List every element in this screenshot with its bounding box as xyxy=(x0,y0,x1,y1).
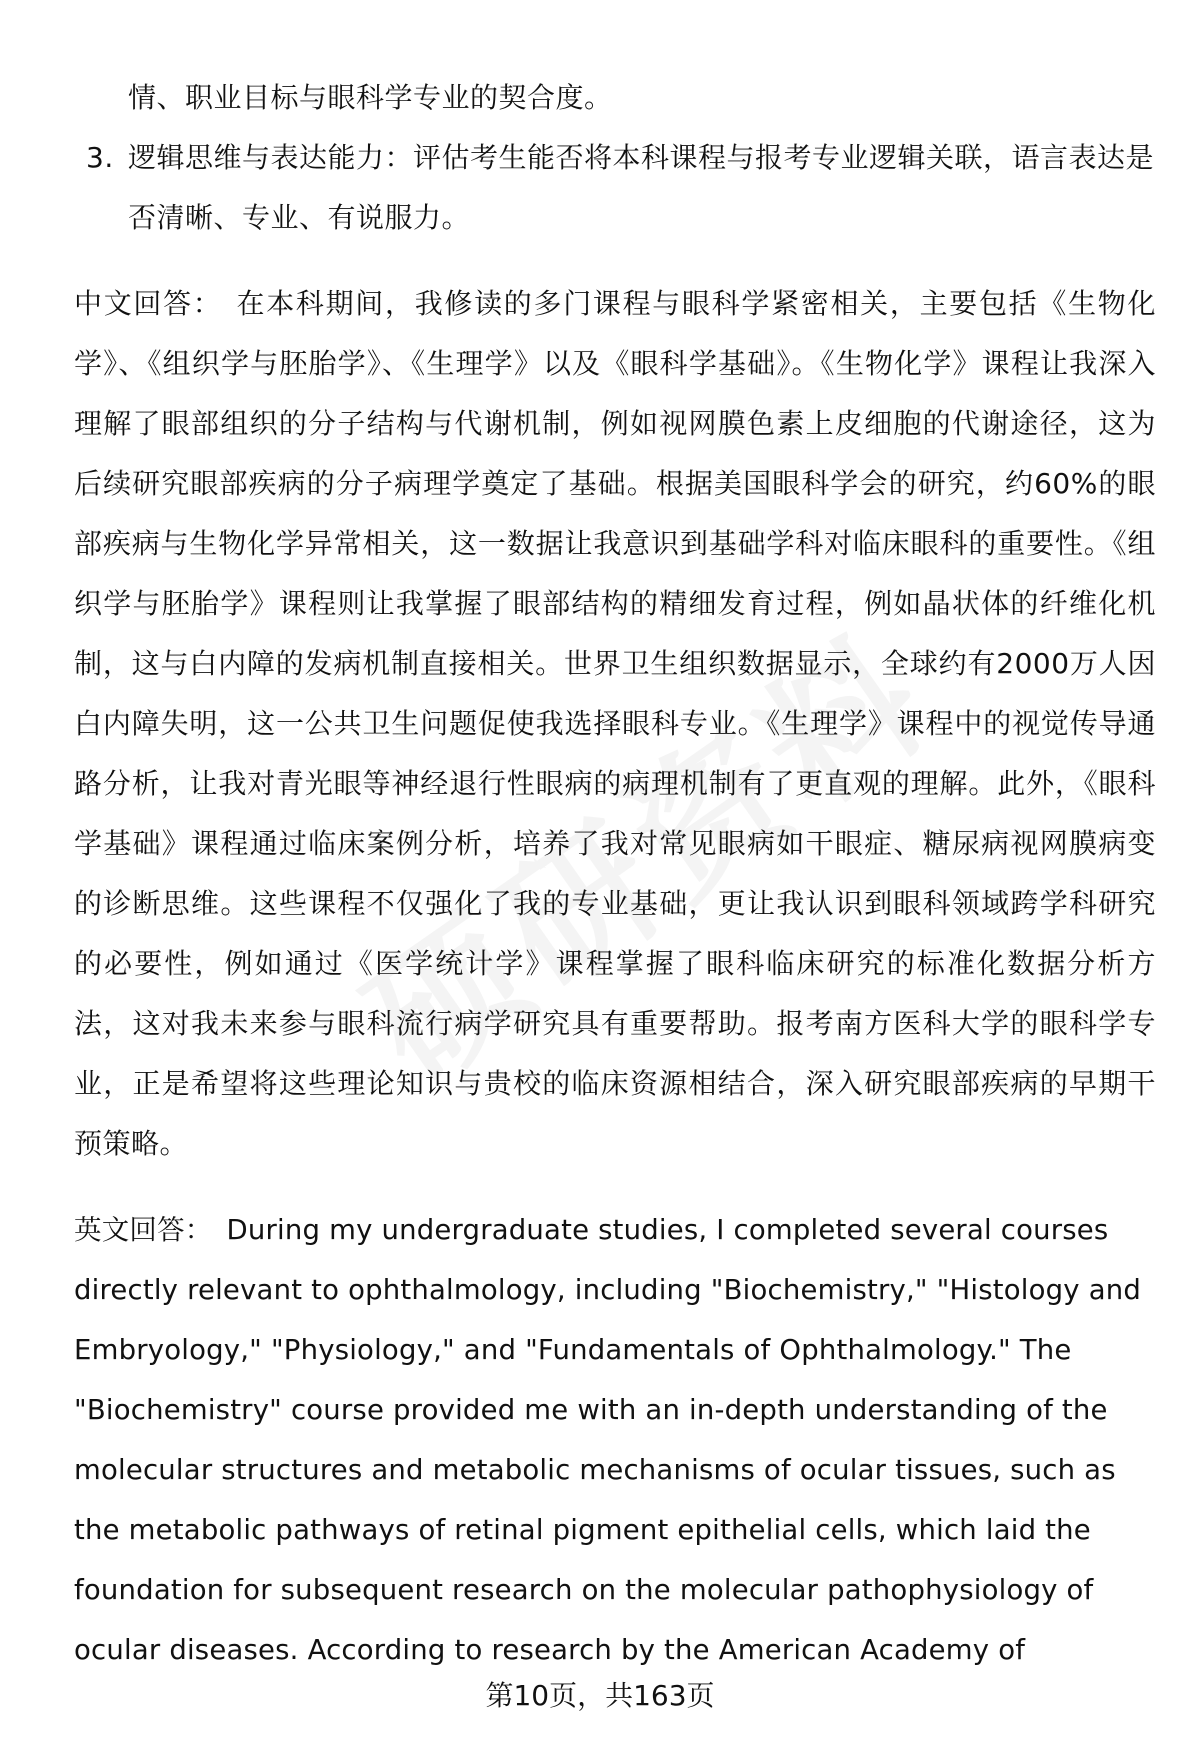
criteria-item-3 xyxy=(74,128,1156,248)
criteria-continuation: 情、职业目标与眼科学专业的契合度。 xyxy=(128,81,613,114)
english-answer-label: 英文回答： xyxy=(74,1214,213,1246)
criteria-item-text: 逻辑思维与表达能力：评估考生能否将本科课程与报考专业逻辑关联，语言表达是否清晰、专业、有说服力。 xyxy=(128,141,1155,234)
page-content xyxy=(74,68,1156,1680)
chinese-answer-text: 在本科期间，我修读的多门课程与眼科学紧密相关，主要包括《生物化学》、《组织学与胚胎学》、《生理学》以及《眼科学基础》。《生物化学》课程让我深入理解了眼部组织的分子结构与代谢机制，例如视网膜色素上皮细胞的代谢途径，这为后续研究眼部疾病的分子病理学奠定了基础。根据美国眼科学会的研究，约60%的眼部疾病与生物化学异常相关，这一数据让我意识到基础学科对临床眼科的重要性。《组织学与胚胎学》课程则让我掌握了眼部结构的精细发育过程，例如晶状体的纤维化机制，这与白内障的发病机制直接相关。世界卫生组织数据显示，全球约有2000万人因白内障失明，这一公共卫生问题促使我选择眼科专业。《生理学》课程中的视觉传导通路分析，让我对青光眼等神经退行性眼病的病理机制有了更直观的理解。此外，《眼科学基础》课程通过临床案例分析，培养了我对常见眼病如干眼症、糖尿病视网膜病变的诊断思维。这些课程不仅强化了我的专业基础，更让我认识到眼科领域跨学科研究的必要性，例如通过《医学统计学》课程掌握了眼科临床研究的标准化数据分析方法，这对我未来参与眼科流行病学研究具有重要帮助。报考南方医科大学的眼科学专业，正是希望将这些理论知识与贵校的临床资源相结合，深入研究眼部疾病的早期干预策略。 xyxy=(74,287,1156,1160)
page-number-footer: 第10页，共163页 xyxy=(485,1679,715,1712)
chinese-answer-paragraph xyxy=(74,274,1156,1174)
chinese-answer-label: 中文回答： xyxy=(74,287,223,320)
criteria-item-number: 3. xyxy=(86,141,114,174)
english-answer-text: During my undergraduate studies, I completed several courses directly relevant to ophthalmology, including "Biochemistry," "Histology and Embryology," "Physiology," and "Fundamentals of Ophthalmology." The "Biochemistry" course provided me with an in-depth understanding of the molecular structures and metabolic mechanisms of ocular tissues, such as the metabolic pathways of retinal pigment epithelial cells, which laid the foundation for subsequent research on the molecular pathophysiology of ocular diseases. According to research by the American Academy of xyxy=(74,1214,1142,1666)
english-answer-paragraph xyxy=(74,1200,1156,1680)
